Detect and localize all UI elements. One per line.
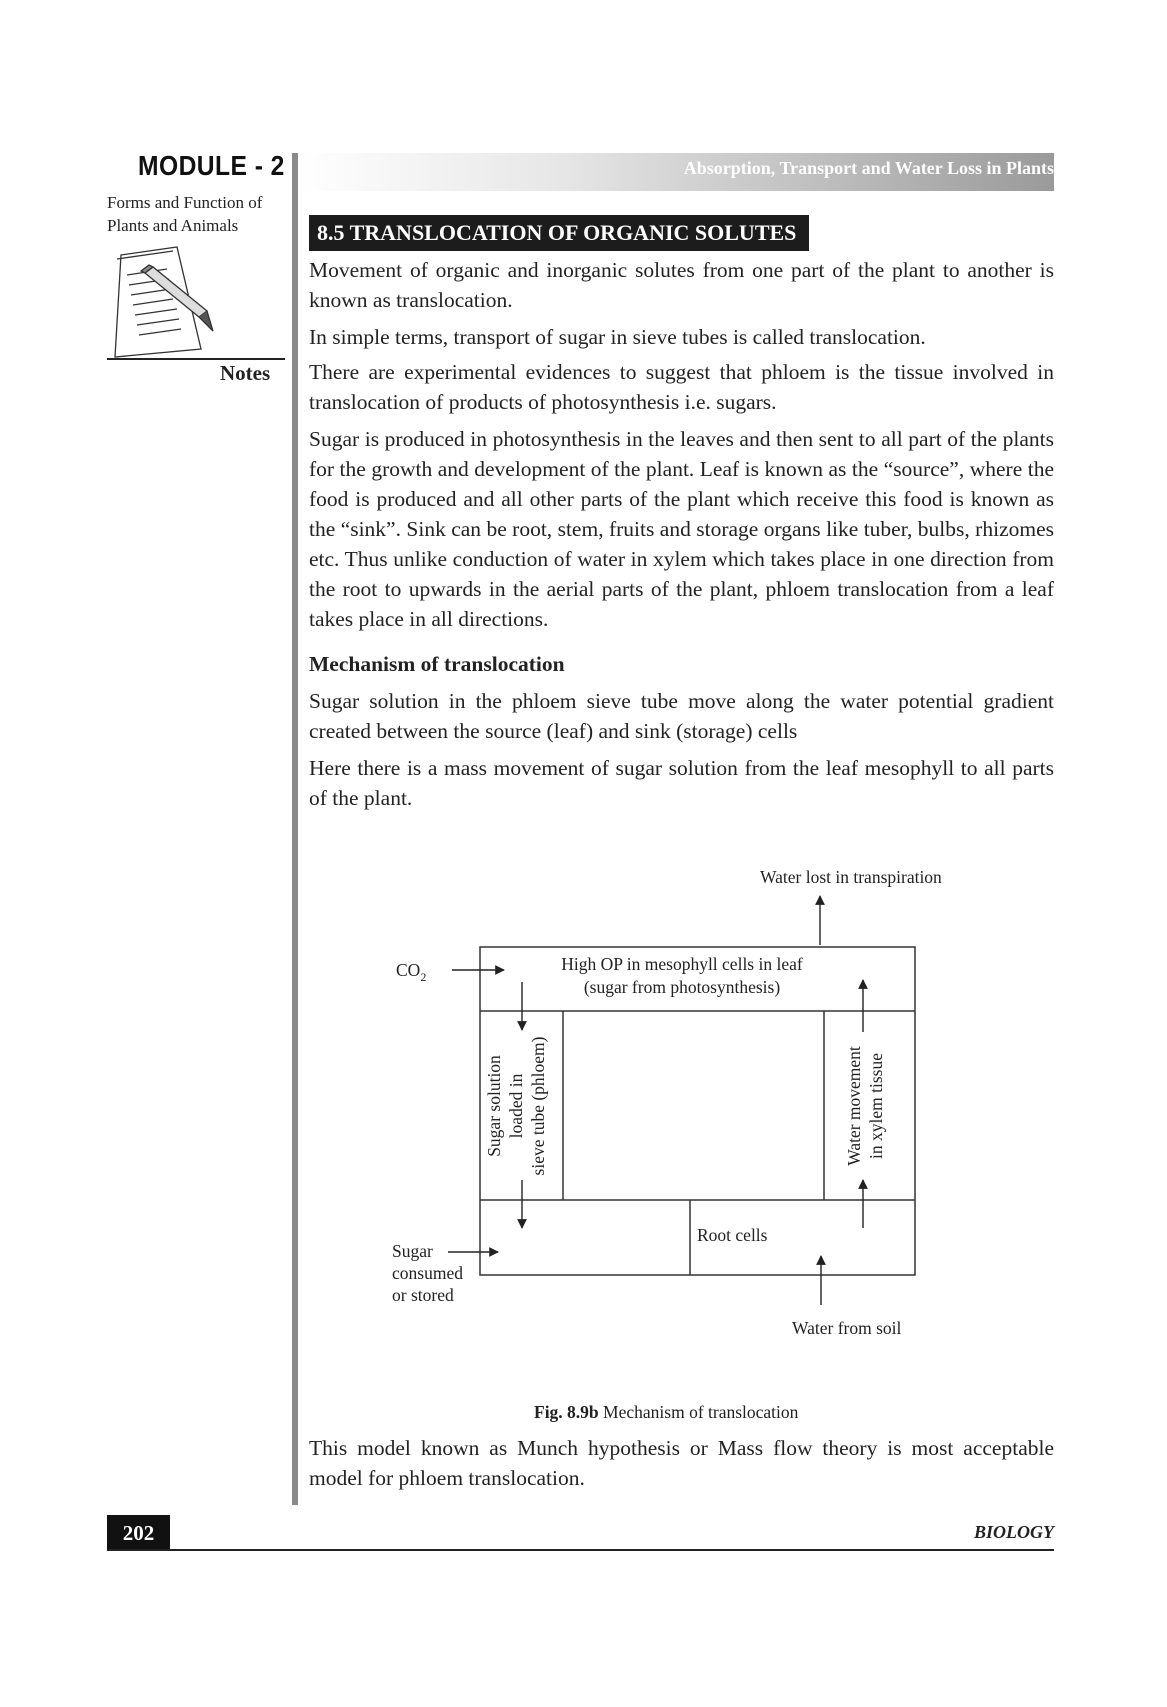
paragraph: Sugar solution in the phloem sieve tube move along the water potential gradient created between the source (leaf) and sink (storage) cells bbox=[309, 689, 1054, 743]
phloem-label-3: sieve tube (phloem) bbox=[528, 1036, 548, 1176]
xylem-label-2: in xylem tissue bbox=[866, 1053, 886, 1159]
xylem-label: Water movement bbox=[844, 1046, 864, 1166]
section-heading: 8.5 TRANSLOCATION OF ORGANIC SOLUTES bbox=[309, 215, 809, 251]
margin-divider bbox=[292, 153, 298, 1505]
phloem-label: Sugar solution bbox=[484, 1055, 504, 1157]
sugar-label-3: or stored bbox=[392, 1285, 454, 1305]
notes-label: Notes bbox=[220, 361, 271, 385]
paragraph: Here there is a mass movement of sugar solution from the leaf mesophyll to all parts of the plant. bbox=[309, 756, 1054, 810]
page-number: 202 bbox=[107, 1515, 170, 1551]
leaf-label-2: (sugar from photosynthesis) bbox=[583, 977, 781, 997]
figure-caption bbox=[534, 1402, 798, 1423]
notes-rule bbox=[107, 358, 285, 360]
sugar-label-2: consumed bbox=[392, 1263, 463, 1283]
paragraph: In simple terms, transport of sugar in sieve tubes is called translocation. bbox=[309, 325, 926, 349]
subsection-heading: Mechanism of translocation bbox=[309, 652, 565, 676]
footer-rule bbox=[107, 1549, 1054, 1551]
phloem-label-2: loaded in bbox=[506, 1073, 526, 1139]
module-subtitle: Forms and Function of Plants and Animals bbox=[107, 193, 263, 235]
paragraph: There are experimental evidences to suggest that phloem is the tissue involved in translocation of products of photosynthesis i.e. sugars. bbox=[309, 360, 1054, 414]
paragraph: This model known as Munch hypothesis or Mass flow theory is most acceptable model for phloem translocation. bbox=[309, 1436, 1054, 1490]
caption-text: Mechanism of translocation bbox=[598, 1402, 799, 1422]
paragraph: Sugar is produced in photosynthesis in the leaves and then sent to all part of the plants for the growth and development of the plant. Leaf is known as the “source”, where the food is produced and all other parts of the plant which receive this food is known as the “sink”. Sink can be root, stem, fruits and storage organs like tuber, bulbs, rhizomes etc. Thus unlike conduction of water in xylem which takes place in one direction from the root to upwards in the aerial parts of the plant, phloem translocation from a leaf takes place in all directions. bbox=[309, 427, 1054, 631]
soil-water-label: Water from soil bbox=[792, 1318, 902, 1338]
subject-label: BIOLOGY bbox=[974, 1522, 1054, 1542]
root-cells-label: Root cells bbox=[697, 1225, 768, 1245]
sugar-label: Sugar bbox=[392, 1241, 433, 1261]
leaf-label: High OP in mesophyll cells in leaf bbox=[561, 954, 803, 974]
co2-label: $CO_2$ bbox=[396, 960, 427, 984]
translocation-diagram bbox=[380, 860, 980, 1360]
caption-label: Fig. 8.9b bbox=[534, 1402, 599, 1422]
notepad-pencil-icon bbox=[107, 245, 217, 360]
transpiration-label: Water lost in transpiration bbox=[760, 867, 942, 887]
paragraph: Movement of organic and inorganic solutes from one part of the plant to another is known as translocation. bbox=[309, 258, 1054, 312]
module-label: MODULE - 2 bbox=[138, 150, 285, 181]
chapter-title: Absorption, Transport and Water Loss in Plants bbox=[683, 158, 1054, 178]
